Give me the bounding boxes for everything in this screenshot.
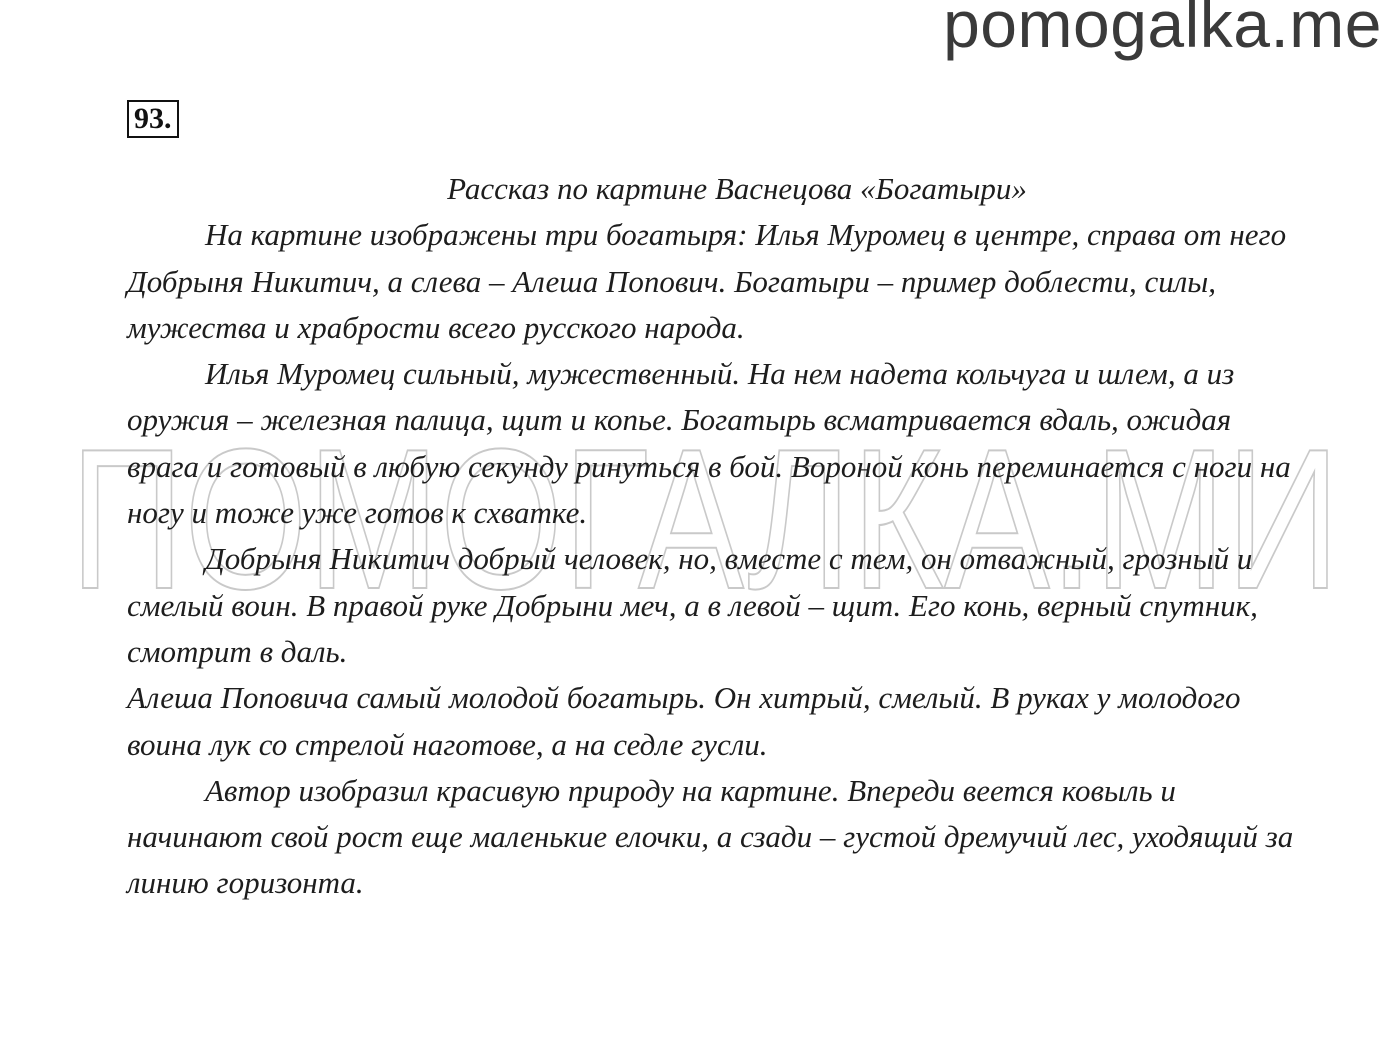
document-title: Рассказ по картине Васнецова «Богатыри» [447,171,1027,206]
exercise-number: 93. [127,100,179,138]
paragraph: Добрыня Никитич добрый человек, но, вместе с тем, он отважный, грозный и смелый воин. В правой руке Добрыни меч, а в левой – щит. Его конь, верный спутник, смотрит в даль. [127,541,1258,669]
paragraph: Алеша Поповича самый молодой богатырь. Он хитрый, смелый. В руках у молодого воина лук со стрелой наготове, а на седле гусли. [127,680,1241,762]
paragraph: Илья Муромец сильный, мужественный. На нем надета кольчуга и шлем, а из оружия – железная палица, щит и копье. Богатырь всматривается вдаль, ожидая врага и готовый в любую секунду ринуться в бой. Вороной конь переминается с ноги на ногу и тоже уже готов к схватке. [127,356,1291,531]
site-logo: pomogalka.me [943,0,1382,61]
watermark-text: ПОМОГАЛКА.МИ [70,430,1340,600]
paragraph: На картине изображены три богатыря: Илья Муромец в центре, справа от него Добрыня Никитич, а слева – Алеша Попович. Богатыри – пример доблести, силы, мужества и храбрости всего русского народа. [127,217,1287,345]
paragraph: Автор изобразил красивую природу на картине. Впереди веется ковыль и начинают свой рост еще маленькие елочки, а сзади – густой дремучий лес, уходящий за линию горизонта. [127,772,1294,901]
document-body [127,166,1307,907]
